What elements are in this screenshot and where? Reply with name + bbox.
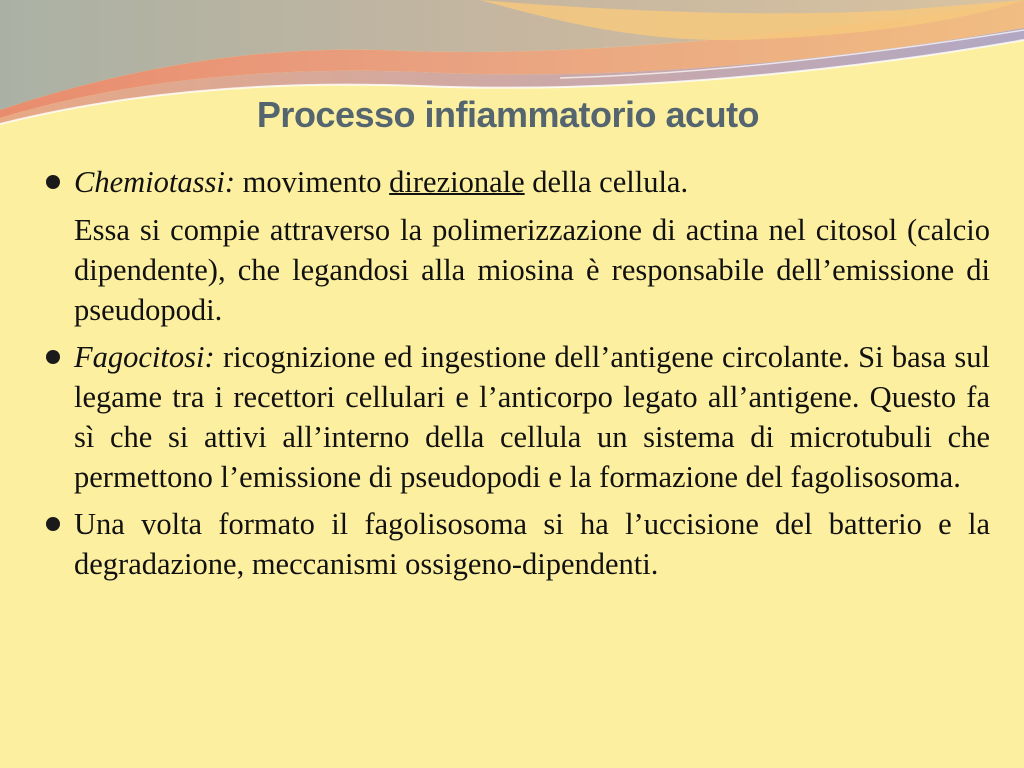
slide-title: Processo infiammatorio acuto	[256, 94, 760, 135]
bullet-item-chemiotassi	[74, 162, 990, 202]
bullet-text: ricognizione ed ingestione dell’antigene circolante. Si basa sul legame tra i recettori cellulari e l’anticorpo legato all’antigene. Questo fa sì che si attivi all’interno della cellula un sistema di microtubuli che permettono l’emissione di pseudopodi e la formazione del fagolisosoma.	[74, 340, 990, 494]
bullet-dot-icon	[46, 175, 60, 189]
bullet-continuation: Essa si compie attraverso la polimerizzazione di actina nel citosol (calcio dipendente), che legandosi alla miosina è responsabile dell’emissione di pseudopodi.	[74, 213, 990, 327]
bullet-item-fagolisosoma	[74, 504, 990, 584]
bullet-dot-icon	[46, 517, 60, 531]
underlined-term: direzionale	[389, 165, 525, 199]
slide-body	[74, 162, 990, 584]
bullet-term: Fagocitosi:	[74, 340, 215, 374]
bullet-term: Chemiotassi:	[74, 165, 235, 199]
bullet-item-fagocitosi	[74, 337, 990, 497]
bullet-text: movimento	[234, 165, 390, 199]
bullet-dot-icon	[46, 350, 60, 364]
bullet-text-end: della cellula.	[524, 165, 689, 199]
bullet-text: Una volta formato il fagolisosoma si ha l’uccisione del batterio e la degradazione, meccanismi ossigeno-dipendenti.	[74, 507, 990, 581]
